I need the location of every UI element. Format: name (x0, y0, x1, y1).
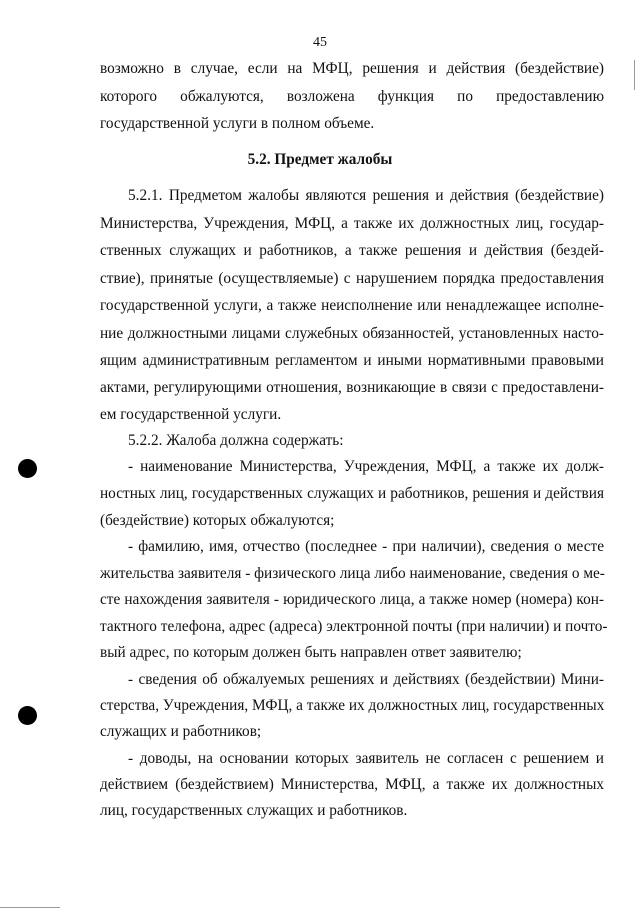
list-item-line: ностных лиц, государственных служащих и работников, решения и действия (100, 485, 604, 502)
list-item-line: - фамилию, имя, отчество (последнее - при наличии), сведения о месте (128, 538, 604, 555)
paragraph-line: 5.2.1. Предметом жалобы являются решения и действия (бездействие) (128, 187, 604, 204)
paragraph-line: ем государственной услуги. (100, 406, 282, 423)
paragraph-line: 5.2.2. Жалоба должна содержать: (128, 432, 344, 449)
intro-line: государственной услуги в полном объеме. (100, 115, 375, 132)
section-heading: 5.2. Предмет жалобы (247, 151, 393, 168)
paragraph-line: ящим административным регламентом и иными нормативными правовыми (100, 352, 604, 369)
paragraph-line: Министерства, Учреждения, МФЦ, а также их должностных лиц, государ- (100, 215, 604, 232)
intro-line: возможно в случае, если на МФЦ, решения и действия (бездействие) (100, 60, 604, 77)
paragraph-line: государственной услуги, а также неисполнение или ненадлежащее исполне- (100, 297, 604, 314)
list-item-line: лиц, государственных служащих и работников. (100, 802, 408, 819)
scan-edge-mark (0, 907, 60, 908)
scan-edge-mark (634, 60, 635, 90)
intro-line: которого обжалуются, возложена функция по предоставлению (100, 88, 604, 105)
list-item-line: - наименование Министерства, Учреждения, МФЦ, а также их долж- (128, 458, 604, 475)
list-item-line: тактного телефона, адрес (адреса) электронной почты (при наличии) и почто- (100, 618, 608, 635)
paragraph-line: ние должностными лицами служебных обязанностей, установленных насто- (100, 325, 604, 342)
list-item-line: стерства, Учреждения, МФЦ, а также их должностных лиц, государственных (100, 697, 605, 714)
list-item-line: - доводы, на основании которых заявитель не согласен с решением и (128, 750, 604, 767)
list-item-line: (бездействие) которых обжалуются; (100, 512, 335, 529)
list-item-line: вый адрес, по которым должен быть направлен ответ заявителю; (100, 644, 522, 661)
hole-punch (18, 459, 37, 478)
paragraph-line: ственных служащих и работников, а также решения и действия (бездей- (100, 242, 604, 259)
list-item-line: сте нахождения заявителя - юридического лица, а также номер (номера) кон- (100, 591, 604, 608)
list-item-line: действием (бездействием) Министерства, МФЦ, а также их должностных (100, 776, 604, 793)
list-item-line: служащих и работников; (100, 723, 262, 740)
paragraph-line: ствие), принятые (осуществляемые) с нарушением порядка предоставления (100, 270, 604, 287)
page-number: 45 (313, 35, 327, 50)
list-item-line: - сведения об обжалуемых решениях и действиях (бездействии) Мини- (128, 671, 604, 688)
paragraph-line: актами, регулирующими отношения, возникающие в связи с предоставлени- (100, 379, 604, 396)
list-item-line: жительства заявителя - физического лица либо наименование, сведения о ме- (100, 565, 605, 582)
hole-punch (18, 706, 37, 725)
